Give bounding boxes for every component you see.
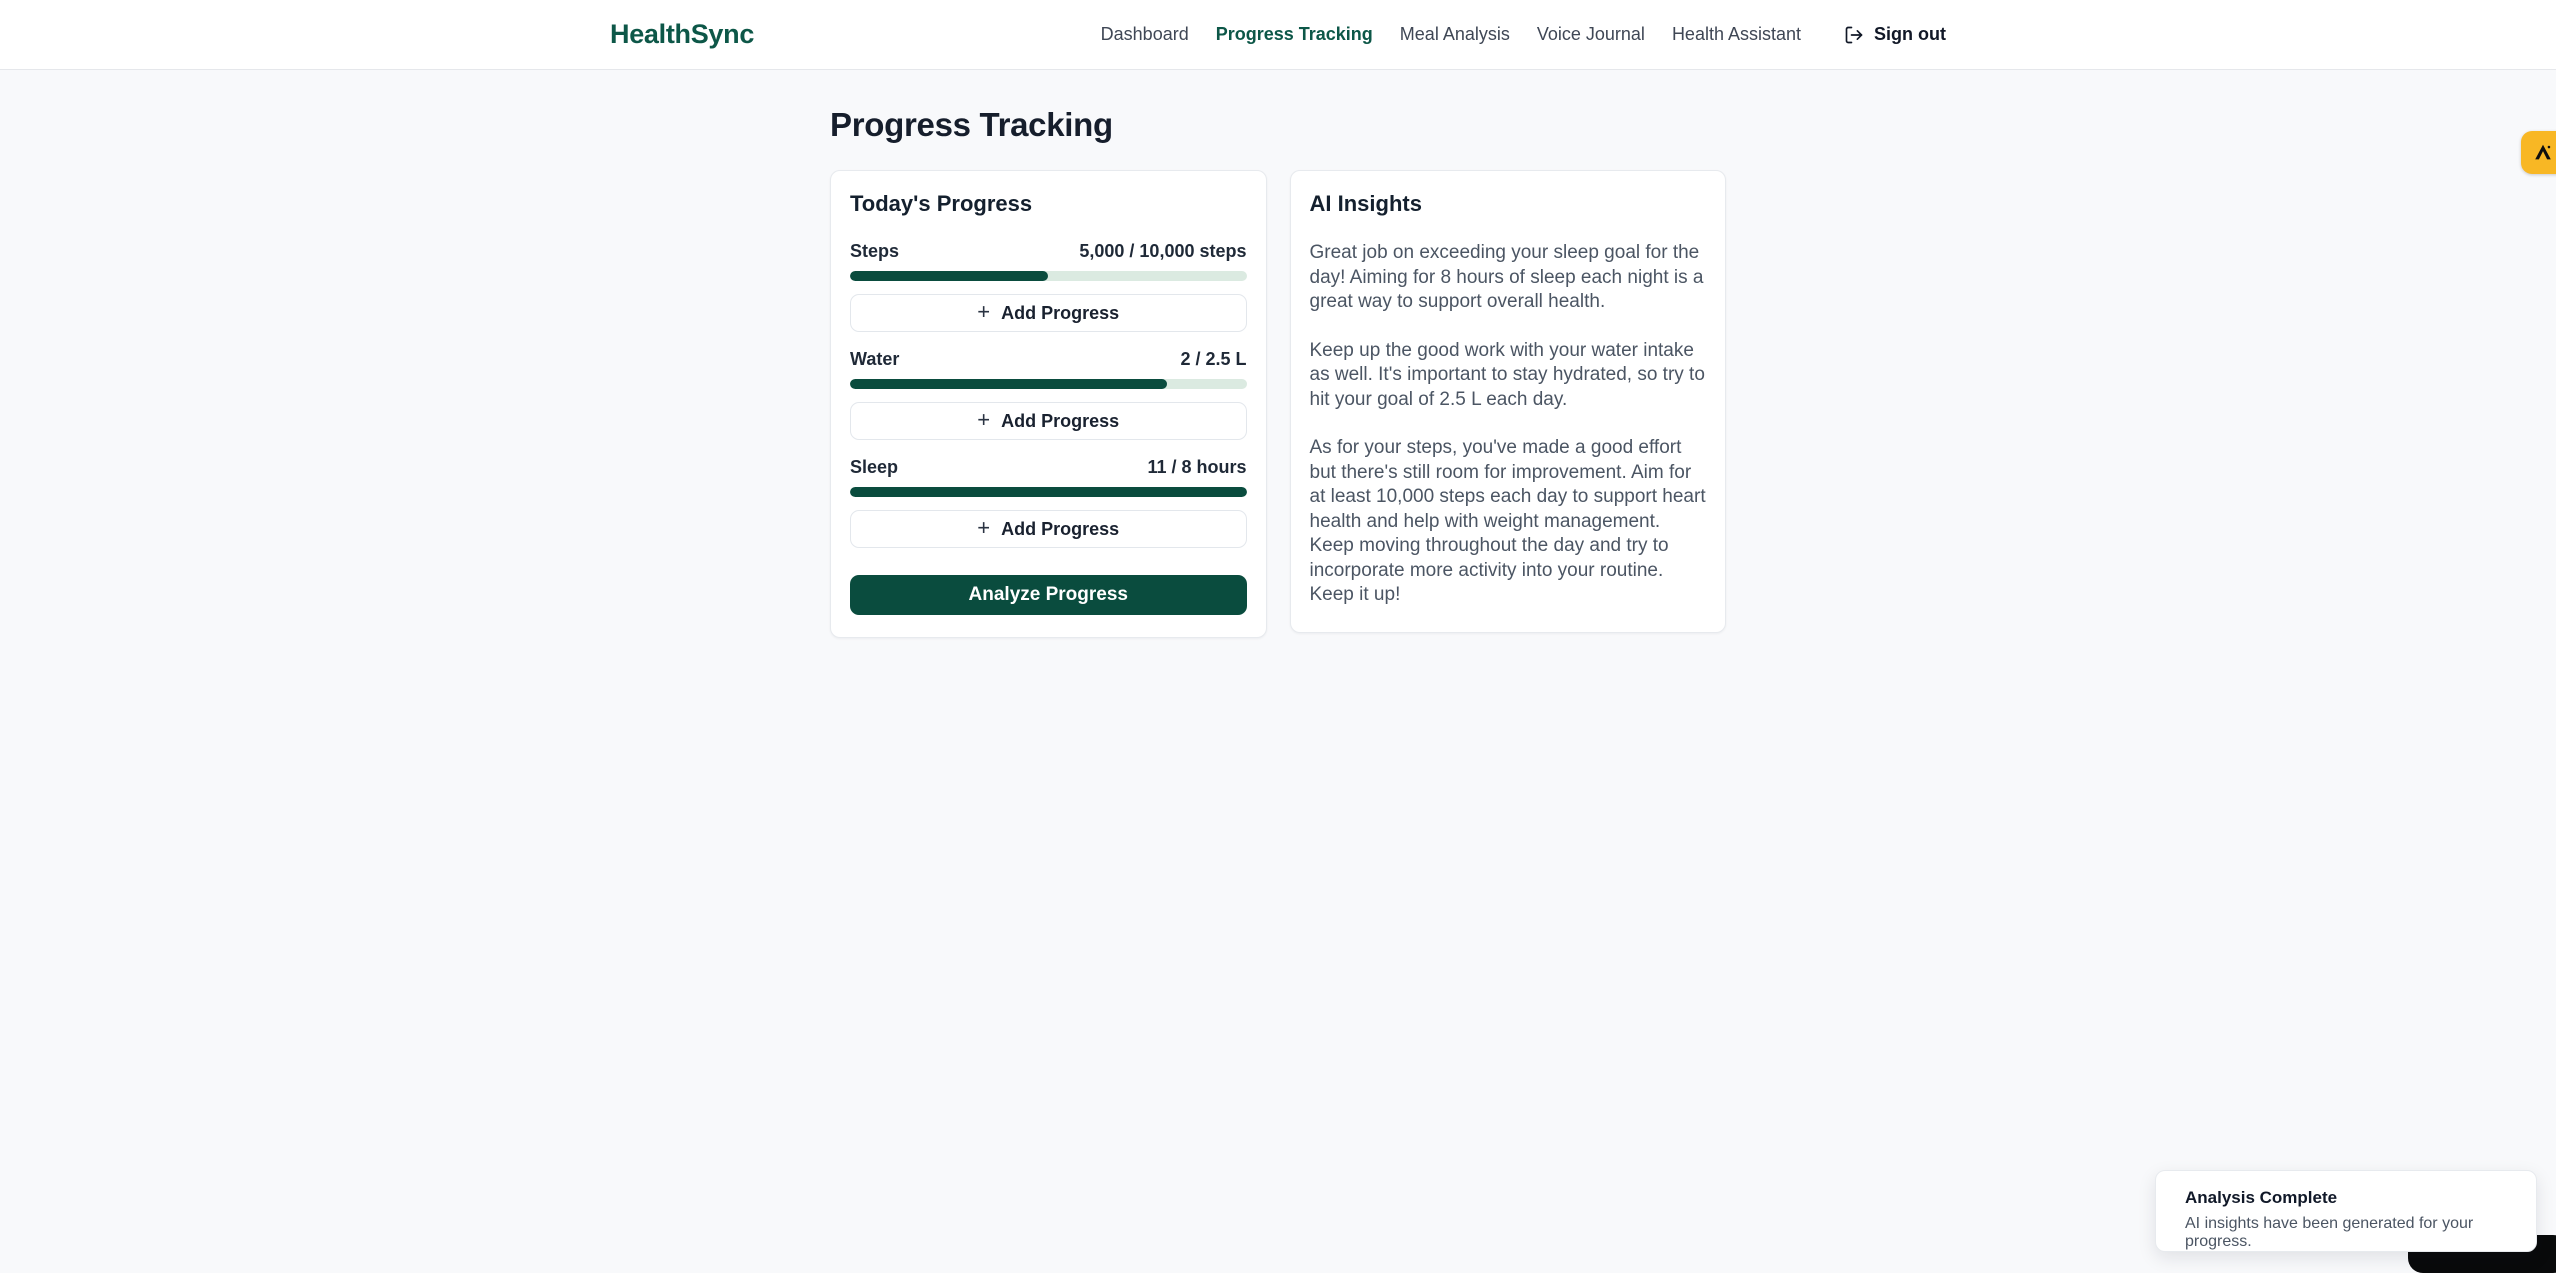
navbar-inner <box>610 19 1946 50</box>
brand-logo[interactable]: HealthSync <box>610 19 755 49</box>
sleep-value: 11 / 8 hours <box>1147 457 1247 477</box>
add-water-button[interactable] <box>850 402 1247 440</box>
sign-out-button[interactable] <box>1844 24 1946 45</box>
insight-paragraph-steps: As for your steps, you've made a good effort but there's still room for improvement. Aim for at least 10,000 steps each day to support heart health and help with weight management. Keep moving throughout the day and try to incorporate more activity into your routine. Keep it up! <box>1309 437 1706 605</box>
nav-item-dashboard[interactable]: Dashboard <box>1100 24 1189 44</box>
page-title: Progress Tracking <box>830 106 1113 143</box>
steps-value: 5,000 / 10,000 steps <box>1079 241 1247 261</box>
todays-progress-card <box>830 170 1267 638</box>
add-steps-label: Add Progress <box>1001 302 1120 323</box>
add-water-label: Add Progress <box>1001 410 1120 431</box>
toast-title: Analysis Complete <box>2185 1188 2338 1207</box>
ai-insights-card <box>1290 170 1727 633</box>
toast-notification[interactable] <box>2155 1170 2537 1252</box>
add-sleep-button[interactable] <box>850 510 1247 548</box>
metric-steps <box>850 241 1247 332</box>
metric-water <box>850 349 1247 440</box>
steps-label: Steps <box>850 241 900 261</box>
nav-item-meal-analysis[interactable]: Meal Analysis <box>1399 24 1510 44</box>
water-progress-fill <box>850 379 1167 389</box>
plus-icon: + <box>977 299 991 324</box>
todays-progress-title: Today's Progress <box>850 191 1033 216</box>
sleep-label: Sleep <box>850 457 899 477</box>
dev-toolbar-badge[interactable] <box>2521 131 2556 174</box>
sleep-progress-fill <box>850 487 1247 497</box>
analyze-progress-button[interactable]: Analyze Progress <box>850 575 1247 615</box>
logout-icon <box>1844 25 1864 45</box>
plus-icon: + <box>977 515 991 540</box>
add-sleep-label: Add Progress <box>1001 518 1120 539</box>
insight-paragraph-water: Keep up the good work with your water intake as well. It's important to stay hydrated, so try to hit your goal of 2.5 L each day. <box>1309 339 1705 410</box>
main-content <box>830 70 1726 638</box>
add-steps-button[interactable] <box>850 294 1247 332</box>
sign-out-label: Sign out <box>1874 24 1946 44</box>
steps-progress-fill <box>850 271 1048 281</box>
metric-sleep <box>850 457 1247 548</box>
badge-logo-icon <box>2532 142 2554 164</box>
nav-item-progress-tracking[interactable]: Progress Tracking <box>1215 24 1373 44</box>
insight-paragraph-sleep: Great job on exceeding your sleep goal for the day! Aiming for 8 hours of sleep each night is a great way to support overall health. <box>1309 242 1704 312</box>
ai-insights-title: AI Insights <box>1309 191 1422 216</box>
main-nav <box>1101 24 1946 45</box>
sleep-progress-bar <box>850 487 1247 497</box>
plus-icon: + <box>977 407 991 432</box>
water-label: Water <box>850 349 900 369</box>
steps-progress-bar <box>850 271 1247 281</box>
top-navbar <box>0 0 2556 70</box>
water-value: 2 / 2.5 L <box>1180 349 1247 369</box>
water-progress-bar <box>850 379 1247 389</box>
nav-item-voice-journal[interactable]: Voice Journal <box>1536 24 1645 44</box>
cards-row <box>830 170 1726 638</box>
toast-message: AI insights have been generated for your progress. <box>2185 1215 2474 1250</box>
nav-item-health-assistant[interactable]: Health Assistant <box>1671 24 1802 44</box>
